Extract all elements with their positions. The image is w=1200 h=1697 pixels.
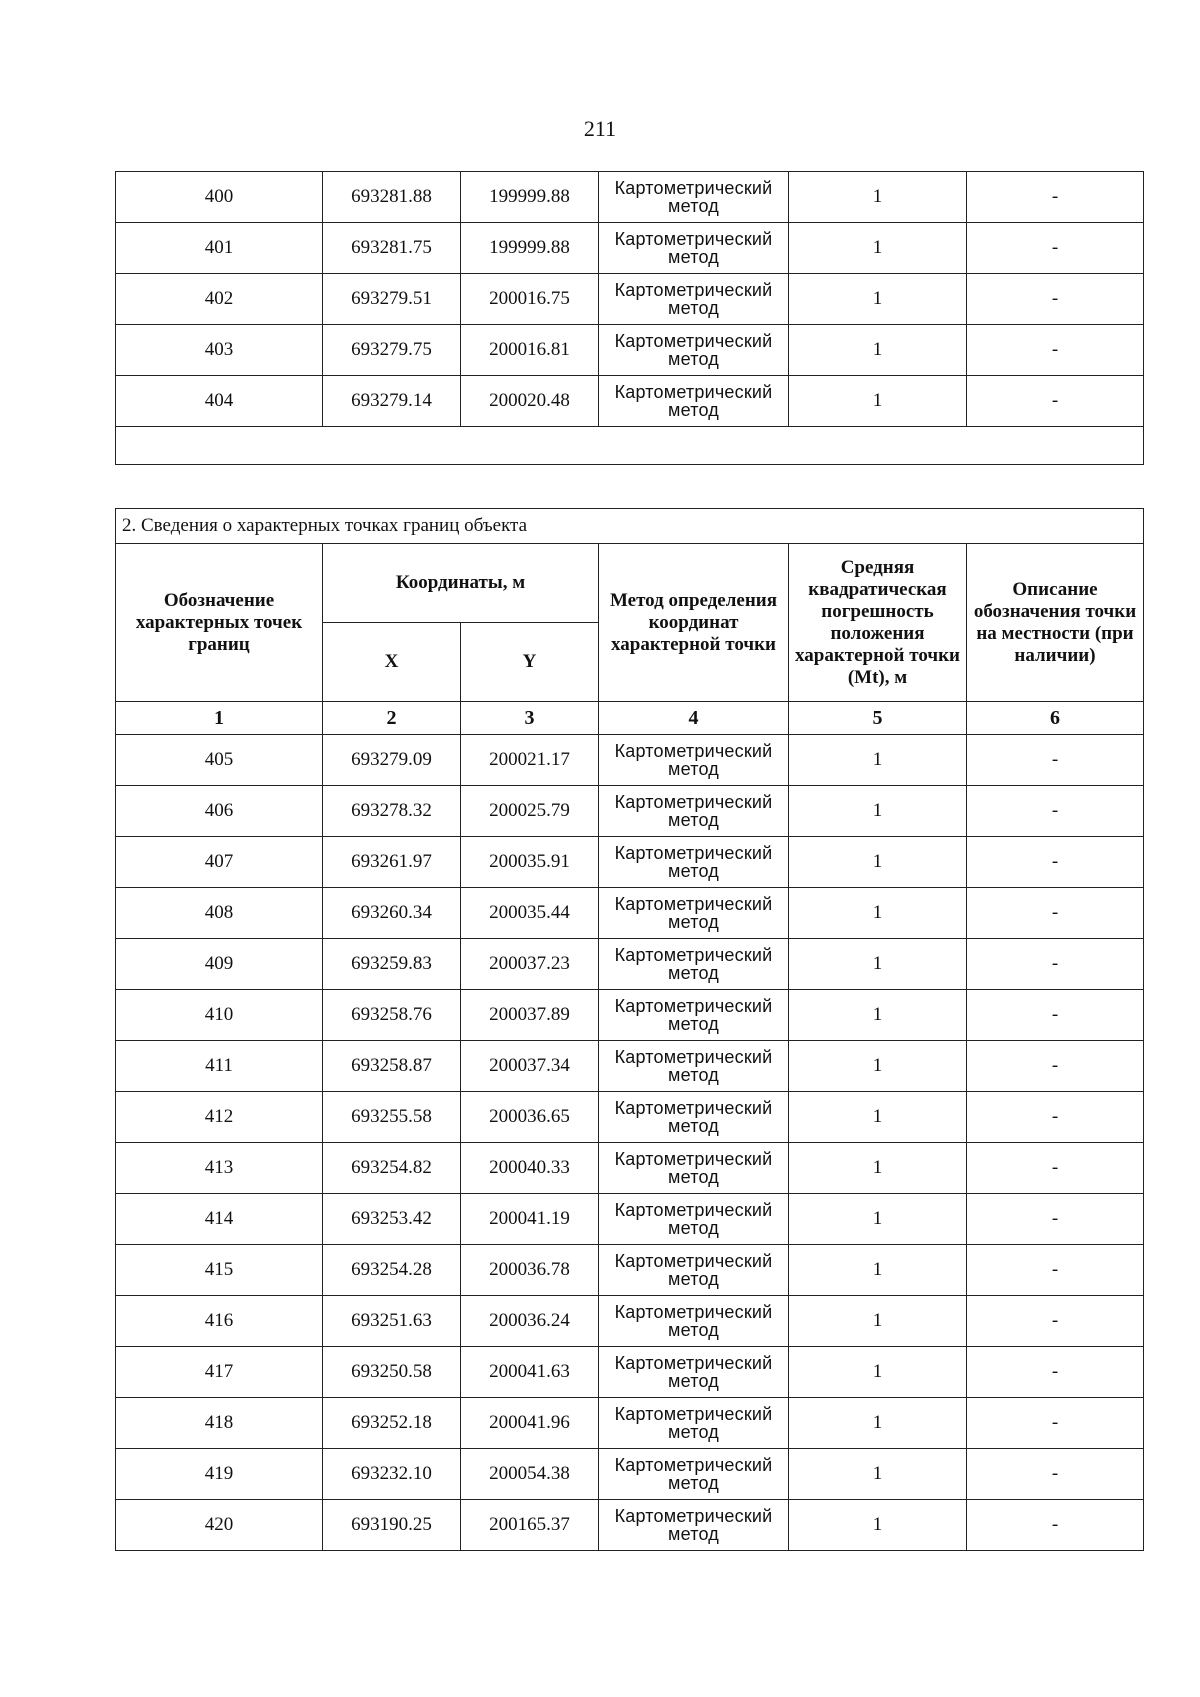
point-cell: 408 — [116, 888, 323, 939]
error-cell: 1 — [789, 172, 967, 223]
table-row — [116, 1143, 1144, 1194]
error-cell: 1 — [789, 939, 967, 990]
table-row — [116, 274, 1144, 325]
x-coordinate-cell: 693261.97 — [323, 837, 461, 888]
table-row — [116, 1500, 1144, 1551]
x-coordinate-cell: 693278.32 — [323, 786, 461, 837]
header-y: Y — [461, 623, 599, 702]
description-cell: - — [967, 1143, 1144, 1194]
x-coordinate-cell: 693255.58 — [323, 1092, 461, 1143]
method-line-1: Картометрический — [614, 331, 773, 351]
method-line-1: Картометрический — [614, 741, 773, 761]
page-number: 211 — [583, 116, 617, 141]
point-cell: 401 — [116, 223, 323, 274]
x-coordinate-cell: 693279.14 — [323, 376, 461, 427]
point-cell: 420 — [116, 1500, 323, 1551]
description-cell: - — [967, 1296, 1144, 1347]
description-cell: - — [967, 837, 1144, 888]
table-row — [116, 1347, 1144, 1398]
table-row — [116, 1194, 1144, 1245]
method-line-2: метод — [668, 400, 719, 420]
method-line-1: Картометрический — [614, 996, 773, 1016]
method-line-1: Картометрический — [614, 1200, 773, 1220]
description-cell: - — [967, 1194, 1144, 1245]
method-line-1: Картометрический — [614, 1404, 773, 1424]
description-cell: - — [967, 1347, 1144, 1398]
method-line-1: Картометрический — [614, 178, 773, 198]
y-coordinate-cell: 200037.89 — [461, 990, 599, 1041]
column-number: 4 — [599, 702, 789, 735]
column-numbers-row — [116, 702, 1144, 735]
y-coordinate-cell: 200054.38 — [461, 1449, 599, 1500]
table-caption: 2. Сведения о характерных точках границ объекта — [116, 509, 1144, 544]
method-cell — [599, 376, 789, 427]
table-row — [116, 888, 1144, 939]
method-line-1: Картометрический — [614, 229, 773, 249]
method-line-2: метод — [668, 912, 719, 932]
header-error: Средняя квадратическая погрешность положения характерной точки (Mt), м — [789, 544, 967, 702]
y-coordinate-cell: 199999.88 — [461, 223, 599, 274]
x-coordinate-cell: 693260.34 — [323, 888, 461, 939]
method-line-1: Картометрический — [614, 1251, 773, 1271]
method-cell — [599, 1296, 789, 1347]
method-cell — [599, 172, 789, 223]
point-cell: 404 — [116, 376, 323, 427]
method-line-1: Картометрический — [614, 382, 773, 402]
x-coordinate-cell: 693250.58 — [323, 1347, 461, 1398]
table-row — [116, 172, 1144, 223]
method-line-1: Картометрический — [614, 1098, 773, 1118]
point-cell: 416 — [116, 1296, 323, 1347]
method-line-2: метод — [668, 861, 719, 881]
x-coordinate-cell: 693258.87 — [323, 1041, 461, 1092]
description-cell: - — [967, 223, 1144, 274]
x-coordinate-cell: 693254.28 — [323, 1245, 461, 1296]
method-line-2: метод — [668, 196, 719, 216]
y-coordinate-cell: 200037.23 — [461, 939, 599, 990]
table-row — [116, 1245, 1144, 1296]
x-coordinate-cell: 693252.18 — [323, 1398, 461, 1449]
method-line-2: метод — [668, 1473, 719, 1493]
header-designation: Обозначение характерных точек границ — [116, 544, 323, 702]
method-cell — [599, 990, 789, 1041]
point-cell: 415 — [116, 1245, 323, 1296]
method-line-2: метод — [668, 349, 719, 369]
method-cell — [599, 223, 789, 274]
method-cell — [599, 1449, 789, 1500]
method-cell — [599, 1500, 789, 1551]
point-cell: 419 — [116, 1449, 323, 1500]
method-cell — [599, 786, 789, 837]
method-cell — [599, 274, 789, 325]
x-coordinate-cell: 693232.10 — [323, 1449, 461, 1500]
method-line-1: Картометрический — [614, 1149, 773, 1169]
column-number: 1 — [116, 702, 323, 735]
y-coordinate-cell: 200165.37 — [461, 1500, 599, 1551]
method-line-1: Картометрический — [614, 843, 773, 863]
method-line-2: метод — [668, 1371, 719, 1391]
table-row — [116, 1449, 1144, 1500]
method-cell — [599, 325, 789, 376]
point-cell: 405 — [116, 735, 323, 786]
column-number: 2 — [323, 702, 461, 735]
description-cell: - — [967, 1449, 1144, 1500]
method-line-2: метод — [668, 1116, 719, 1136]
method-cell — [599, 939, 789, 990]
method-line-2: метод — [668, 298, 719, 318]
method-cell — [599, 837, 789, 888]
y-coordinate-cell: 200016.81 — [461, 325, 599, 376]
method-line-1: Картометрический — [614, 894, 773, 914]
point-cell: 411 — [116, 1041, 323, 1092]
x-coordinate-cell: 693281.75 — [323, 223, 461, 274]
column-number: 6 — [967, 702, 1144, 735]
y-coordinate-cell: 200041.19 — [461, 1194, 599, 1245]
error-cell: 1 — [789, 325, 967, 376]
method-cell — [599, 1398, 789, 1449]
error-cell: 1 — [789, 1398, 967, 1449]
point-cell: 407 — [116, 837, 323, 888]
x-coordinate-cell: 693279.51 — [323, 274, 461, 325]
method-cell — [599, 888, 789, 939]
description-cell: - — [967, 1041, 1144, 1092]
method-line-1: Картометрический — [614, 1455, 773, 1475]
description-cell: - — [967, 1245, 1144, 1296]
method-line-1: Картометрический — [614, 1302, 773, 1322]
y-coordinate-cell: 200040.33 — [461, 1143, 599, 1194]
description-cell: - — [967, 172, 1144, 223]
table-row — [116, 939, 1144, 990]
error-cell: 1 — [789, 786, 967, 837]
y-coordinate-cell: 200041.96 — [461, 1398, 599, 1449]
table-row — [116, 325, 1144, 376]
y-coordinate-cell: 200020.48 — [461, 376, 599, 427]
point-cell: 406 — [116, 786, 323, 837]
x-coordinate-cell: 693259.83 — [323, 939, 461, 990]
method-cell — [599, 1143, 789, 1194]
x-coordinate-cell: 693279.75 — [323, 325, 461, 376]
description-cell: - — [967, 888, 1144, 939]
point-cell: 409 — [116, 939, 323, 990]
error-cell: 1 — [789, 1347, 967, 1398]
method-line-2: метод — [668, 247, 719, 267]
method-line-2: метод — [668, 1524, 719, 1544]
method-line-1: Картометрический — [614, 1047, 773, 1067]
method-line-2: метод — [668, 1218, 719, 1238]
y-coordinate-cell: 200036.78 — [461, 1245, 599, 1296]
error-cell: 1 — [789, 1500, 967, 1551]
point-cell: 410 — [116, 990, 323, 1041]
table-row — [116, 837, 1144, 888]
description-cell: - — [967, 1500, 1144, 1551]
header-description: Описание обозначения точки на местности (при наличии) — [967, 544, 1144, 702]
point-cell: 403 — [116, 325, 323, 376]
y-coordinate-cell: 200035.91 — [461, 837, 599, 888]
method-cell — [599, 1194, 789, 1245]
y-coordinate-cell: 200025.79 — [461, 786, 599, 837]
description-cell: - — [967, 325, 1144, 376]
table-row — [116, 1092, 1144, 1143]
method-cell — [599, 735, 789, 786]
header-x: X — [323, 623, 461, 702]
column-number: 5 — [789, 702, 967, 735]
description-cell: - — [967, 939, 1144, 990]
header-method: Метод определения координат характерной точки — [599, 544, 789, 702]
header-coordinates: Координаты, м — [323, 544, 599, 623]
coordinates-table-continued — [115, 171, 1144, 465]
table-row — [116, 1296, 1144, 1347]
description-cell: - — [967, 376, 1144, 427]
y-coordinate-cell: 200016.75 — [461, 274, 599, 325]
table-row — [116, 223, 1144, 274]
description-cell: - — [967, 1092, 1144, 1143]
error-cell: 1 — [789, 837, 967, 888]
method-line-2: метод — [668, 1167, 719, 1187]
method-line-2: метод — [668, 1065, 719, 1085]
point-cell: 412 — [116, 1092, 323, 1143]
y-coordinate-cell: 200041.63 — [461, 1347, 599, 1398]
method-line-2: метод — [668, 1422, 719, 1442]
point-cell: 413 — [116, 1143, 323, 1194]
method-line-1: Картометрический — [614, 945, 773, 965]
method-line-1: Картометрический — [614, 1353, 773, 1373]
method-line-2: метод — [668, 1014, 719, 1034]
method-line-2: метод — [668, 1269, 719, 1289]
method-cell — [599, 1092, 789, 1143]
method-line-2: метод — [668, 759, 719, 779]
method-cell — [599, 1347, 789, 1398]
description-cell: - — [967, 274, 1144, 325]
table-row — [116, 990, 1144, 1041]
y-coordinate-cell: 200036.24 — [461, 1296, 599, 1347]
x-coordinate-cell: 693279.09 — [323, 735, 461, 786]
error-cell: 1 — [789, 1245, 967, 1296]
point-cell: 400 — [116, 172, 323, 223]
point-cell: 402 — [116, 274, 323, 325]
table-row — [116, 786, 1144, 837]
method-line-1: Картометрический — [614, 1506, 773, 1526]
method-line-2: метод — [668, 1320, 719, 1340]
description-cell: - — [967, 735, 1144, 786]
error-cell: 1 — [789, 1194, 967, 1245]
point-cell: 414 — [116, 1194, 323, 1245]
method-cell — [599, 1041, 789, 1092]
error-cell: 1 — [789, 1449, 967, 1500]
method-line-1: Картометрический — [614, 792, 773, 812]
y-coordinate-cell: 199999.88 — [461, 172, 599, 223]
description-cell: - — [967, 1398, 1144, 1449]
table-row — [116, 1041, 1144, 1092]
table-row — [116, 1398, 1144, 1449]
error-cell: 1 — [789, 376, 967, 427]
error-cell: 1 — [789, 990, 967, 1041]
y-coordinate-cell: 200021.17 — [461, 735, 599, 786]
method-line-2: метод — [668, 963, 719, 983]
x-coordinate-cell: 693251.63 — [323, 1296, 461, 1347]
error-cell: 1 — [789, 274, 967, 325]
method-line-2: метод — [668, 810, 719, 830]
description-cell: - — [967, 990, 1144, 1041]
error-cell: 1 — [789, 223, 967, 274]
x-coordinate-cell: 693258.76 — [323, 990, 461, 1041]
point-cell: 417 — [116, 1347, 323, 1398]
x-coordinate-cell: 693253.42 — [323, 1194, 461, 1245]
x-coordinate-cell: 693190.25 — [323, 1500, 461, 1551]
x-coordinate-cell: 693254.82 — [323, 1143, 461, 1194]
table-row — [116, 735, 1144, 786]
description-cell: - — [967, 786, 1144, 837]
method-line-1: Картометрический — [614, 280, 773, 300]
error-cell: 1 — [789, 1092, 967, 1143]
table-empty-row — [116, 427, 1144, 465]
point-cell: 418 — [116, 1398, 323, 1449]
y-coordinate-cell: 200035.44 — [461, 888, 599, 939]
error-cell: 1 — [789, 735, 967, 786]
error-cell: 1 — [789, 1143, 967, 1194]
y-coordinate-cell: 200036.65 — [461, 1092, 599, 1143]
column-number: 3 — [461, 702, 599, 735]
error-cell: 1 — [789, 1041, 967, 1092]
error-cell: 1 — [789, 888, 967, 939]
y-coordinate-cell: 200037.34 — [461, 1041, 599, 1092]
method-cell — [599, 1245, 789, 1296]
table-row — [116, 376, 1144, 427]
error-cell: 1 — [789, 1296, 967, 1347]
x-coordinate-cell: 693281.88 — [323, 172, 461, 223]
characteristic-points-table — [115, 508, 1144, 1551]
